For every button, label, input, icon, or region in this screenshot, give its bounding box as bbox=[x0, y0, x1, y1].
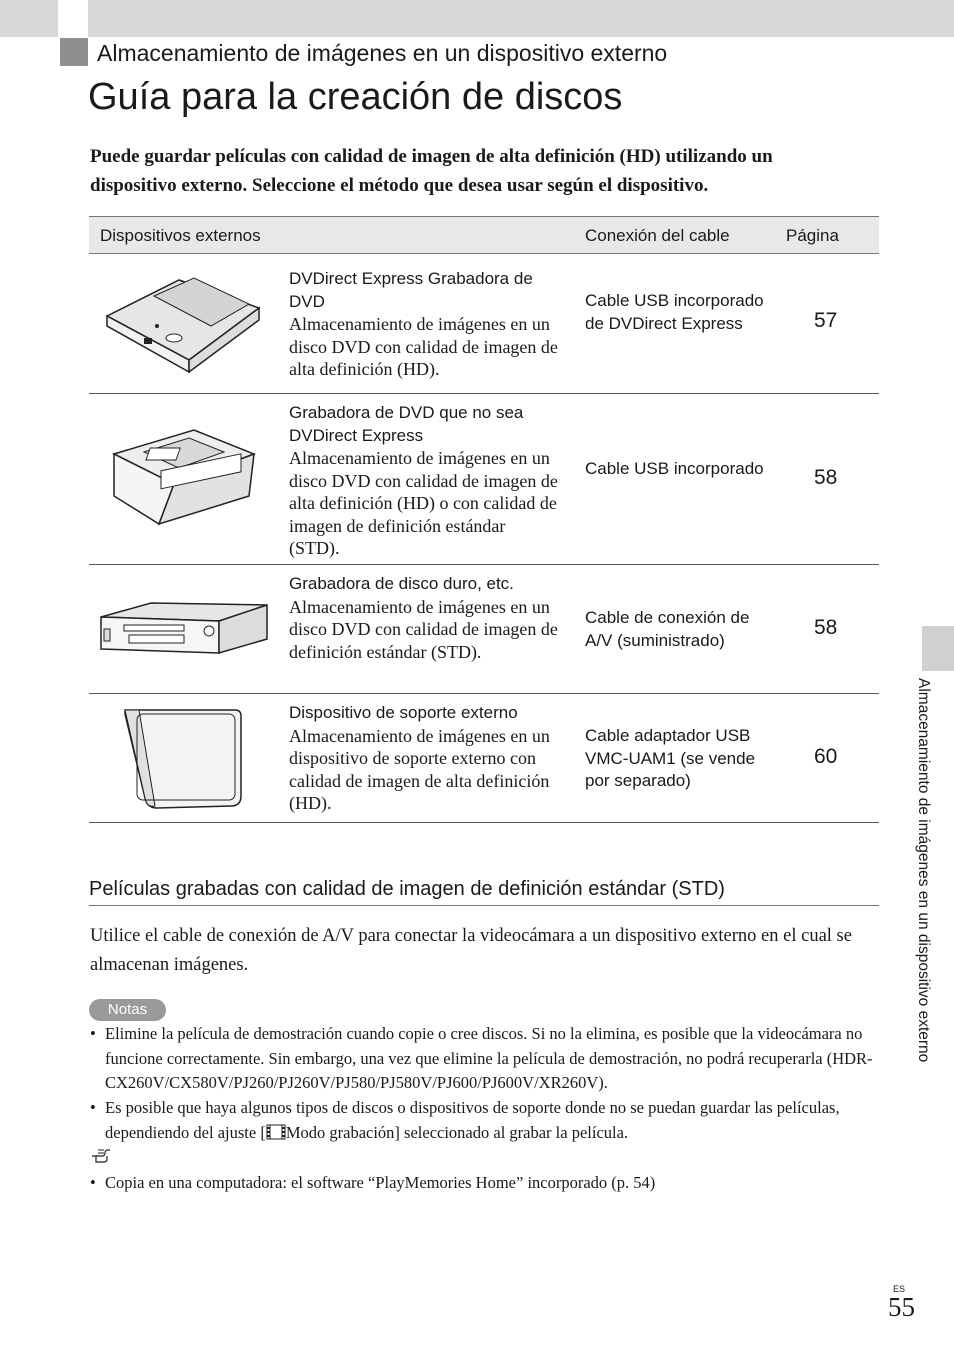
intro-paragraph: Puede guardar películas con calidad de imagen de alta definición (HD) utilizando un dispositivo externo. Seleccione el método que desea usar según el dispositivo. bbox=[90, 146, 773, 196]
page-ref: 58 bbox=[814, 466, 838, 489]
tip-item bbox=[90, 1171, 875, 1196]
header-cable: Conexión del cable bbox=[585, 226, 730, 245]
cable-type: Cable adaptador USB VMC-UAM1 (se vende por separado) bbox=[585, 726, 756, 790]
dvdirect-express-icon bbox=[99, 268, 274, 383]
note-item bbox=[90, 1096, 875, 1145]
page-number: 55 bbox=[888, 1292, 915, 1322]
page-ref: 58 bbox=[814, 616, 838, 639]
device-name: Grabadora de DVD que no sea DVDirect Express bbox=[289, 403, 524, 445]
dvd-recorder-icon bbox=[99, 424, 274, 539]
cable-type: Cable de conexión de A/V (suministrado) bbox=[585, 608, 750, 650]
table-row bbox=[89, 694, 879, 823]
film-icon bbox=[266, 1123, 286, 1139]
pointing-hand-icon bbox=[90, 1146, 112, 1169]
device-desc: Almacenamiento de imágenes en un disco DVD con calidad de imagen de definición estándar (STD). bbox=[289, 596, 558, 662]
std-heading: Películas grabadas con calidad de imagen de definición estándar (STD) bbox=[89, 878, 879, 906]
external-media-icon bbox=[99, 706, 274, 816]
device-desc: Almacenamiento de imágenes en un disco DVD con calidad de imagen de alta definición (HD). bbox=[289, 314, 558, 379]
hdd-recorder-icon bbox=[99, 597, 274, 662]
device-desc: Almacenamiento de imágenes en un dispositivo de soporte externo con calidad de imagen de alta definición (HD). bbox=[289, 725, 550, 813]
std-body: Utilice el cable de conexión de A/V para conectar la videocámara a un dispositivo externo en el cual se almacenan imágenes. bbox=[90, 926, 852, 975]
side-tab-marker bbox=[922, 626, 954, 671]
device-name: Dispositivo de soporte externo bbox=[289, 703, 518, 722]
table-header bbox=[89, 217, 879, 254]
language-code: ES bbox=[893, 1284, 906, 1294]
cable-type: Cable USB incorporado bbox=[585, 459, 764, 478]
bullet: • bbox=[90, 1173, 96, 1192]
devices-table bbox=[89, 216, 879, 823]
header-devices: Dispositivos externos bbox=[100, 226, 261, 245]
notes-label: Notas bbox=[89, 999, 166, 1021]
note-text-suffix: Modo grabación] seleccionado al grabar la película. bbox=[285, 1122, 629, 1142]
page-title: Guía para la creación de discos bbox=[88, 76, 623, 118]
tip-text: Copia en una computadora: el software “PlayMemories Home” incorporado (p. 54) bbox=[105, 1173, 656, 1192]
cable-type: Cable USB incorporado de DVDirect Express bbox=[585, 291, 764, 333]
device-desc: Almacenamiento de imágenes en un disco DVD con calidad de imagen de alta definición (HD) o con calidad de imagen de definición estándar (STD). bbox=[289, 448, 558, 558]
header-bar bbox=[88, 0, 954, 37]
page-ref: 57 bbox=[814, 309, 838, 332]
note-text-prefix: Es posible que haya algunos tipos de discos o dispositivos de soporte donde no se puedan guardar las películas, dependiendo del ajuste [ bbox=[105, 1098, 840, 1142]
header-page: Página bbox=[786, 226, 839, 245]
device-name: Grabadora de disco duro, etc. bbox=[289, 574, 514, 593]
header-bar-left bbox=[0, 0, 58, 37]
bullet: • bbox=[90, 1024, 96, 1043]
page-ref: 60 bbox=[814, 745, 838, 768]
side-tab-label: Almacenamiento de imágenes en un dispositivo externo bbox=[915, 678, 932, 1063]
section-marker bbox=[60, 38, 88, 66]
bullet: • bbox=[90, 1098, 96, 1117]
table-row bbox=[89, 254, 879, 394]
section-title: Almacenamiento de imágenes en un dispositivo externo bbox=[97, 40, 668, 66]
table-row bbox=[89, 565, 879, 694]
note-text: Elimine la película de demostración cuando copie o cree discos. Si no la elimina, es posible que la videocámara no funcione correctamente. Sin embargo, una vez que elimine la película de demostración, no podrá recuperarla (HDR-CX260V/CX580V/PJ260/PJ260V/PJ580/PJ580V/PJ600/PJ600V/XR260V). bbox=[105, 1024, 873, 1092]
note-item bbox=[90, 1022, 875, 1096]
device-name: DVDirect Express Grabadora de DVD bbox=[289, 269, 533, 311]
table-row bbox=[89, 394, 879, 565]
